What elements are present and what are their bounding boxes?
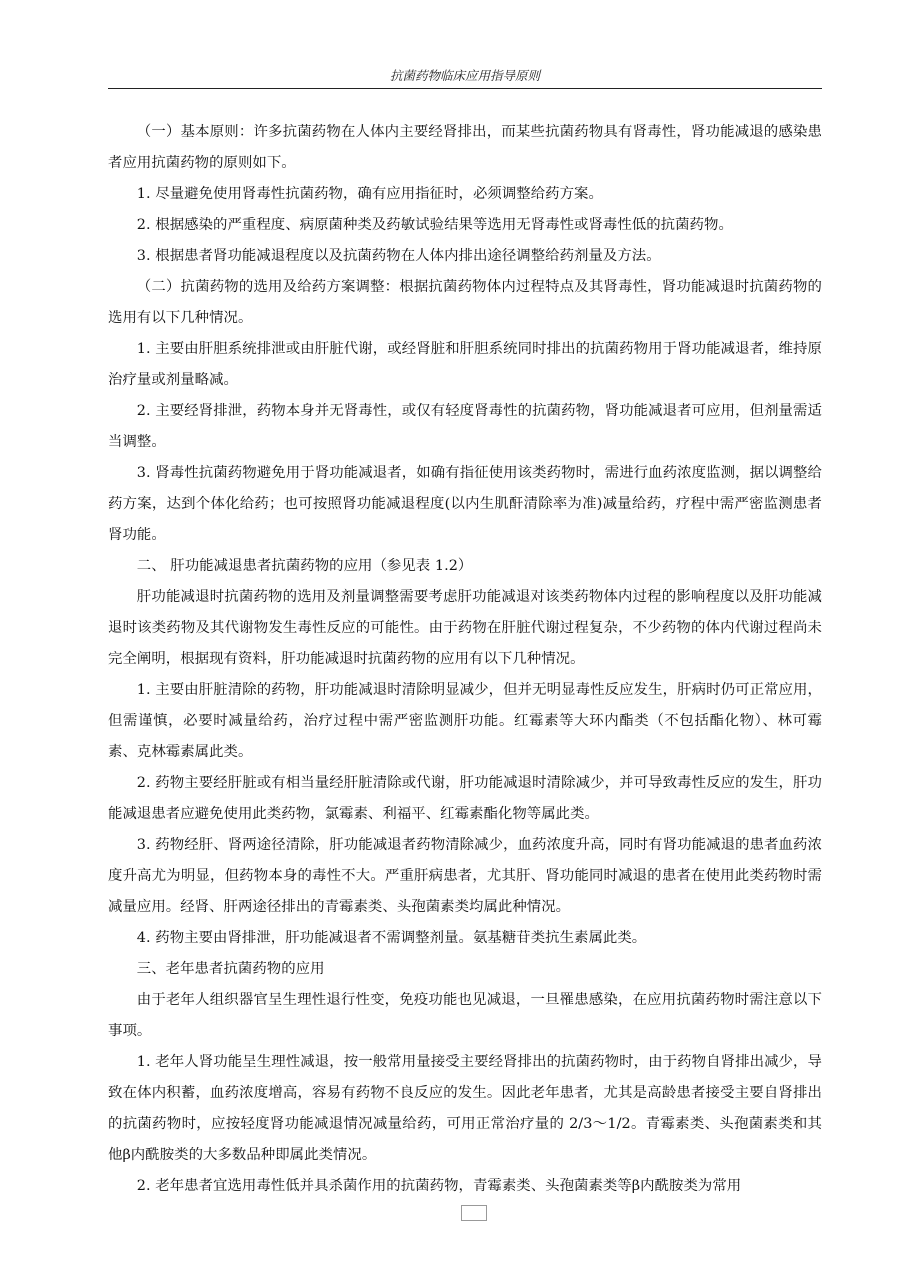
paragraph-elderly-item-2: 2. 老年患者宜选用毒性低并具杀菌作用的抗菌药物，青霉素类、头孢菌素类等β内酰胺类为常用 (136, 1178, 742, 1194)
section-heading-elderly: 三、老年患者抗菌药物的应用 (136, 961, 325, 977)
paragraph-elderly-item-1: 1. 老年人肾功能呈生理性减退，按一般常用量接受主要经肾排出的抗菌药物时，由于药物自肾排出减少，导致在体内积蓄，血药浓度增高，容易有药物不良反应的发生。因此老年患者，尤其是高龄患者接受主要自肾排出的抗菌药物时，应按轻度肾功能减退情况减量给药，可用正常治疗量的 2/3～1/2。青霉素类、头孢菌素类和其他β内酰胺类的大多数品种即属此类情况。 (108, 1054, 822, 1163)
paragraph-liver-item-1: 1. 主要由肝脏清除的药物，肝功能减退时清除明显减少，但并无明显毒性反应发生，肝病时仍可正常应用，但需谨慎，必要时减量给药，治疗过程中需严密监测肝功能。红霉素等大环内酯类（不包括酯化物）、林可霉素、克林霉素属此类。 (108, 682, 822, 760)
paragraph-liver-item-2: 2. 药物主要经肝脏或有相当量经肝脏清除或代谢，肝功能减退时清除减少，并可导致毒性反应的发生，肝功能减退患者应避免使用此类药物，氯霉素、利福平、红霉素酯化物等属此类。 (108, 775, 822, 822)
paragraph-liver-item-4: 4. 药物主要由肾排泄，肝功能减退者不需调整剂量。氨基糖苷类抗生素属此类。 (136, 930, 647, 946)
paragraph-renal-item-1: 1. 尽量避免使用肾毒性抗菌药物，确有应用指征时，必须调整给药方案。 (136, 186, 603, 202)
paragraph-dosage-item-2: 2. 主要经肾排泄，药物本身并无肾毒性，或仅有轻度肾毒性的抗菌药物，肾功能减退者可应用，但剂量需适当调整。 (108, 403, 822, 450)
paragraph-basic-principle: （一）基本原则：许多抗菌药物在人体内主要经肾排出，而某些抗菌药物具有肾毒性，肾功能减退的感染患者应用抗菌药物的原则如下。 (108, 124, 822, 171)
paragraph-elderly-intro: 由于老年人组织器官呈生理性退行性变，免疫功能也见减退，一旦罹患感染，在应用抗菌药物时需注意以下事项。 (108, 992, 822, 1039)
paragraph-liver-intro: 肝功能减退时抗菌药物的选用及剂量调整需要考虑肝功能减退对该类药物体内过程的影响程度以及肝功能减退时该类药物及其代谢物发生毒性反应的可能性。由于药物在肝脏代谢过程复杂，不少药物的体内代谢过程尚未完全阐明，根据现有资料，肝功能减退时抗菌药物的应用有以下几种情况。 (108, 589, 822, 667)
paragraph-renal-item-2: 2. 根据感染的严重程度、病原菌种类及药敏试验结果等选用无肾毒性或肾毒性低的抗菌药物。 (136, 217, 733, 233)
paragraph-dosage-item-3: 3. 肾毒性抗菌药物避免用于肾功能减退者，如确有指征使用该类药物时，需进行血药浓度监测，据以调整给药方案，达到个体化给药；也可按照肾功能减退程度(以内生肌酐清除率为准)减量给药，疗程中需严密监测患者肾功能。 (108, 465, 822, 543)
paragraph-dosage-adjustment: （二）抗菌药物的选用及给药方案调整：根据抗菌药物体内过程特点及其肾毒性，肾功能减退时抗菌药物的选用有以下几种情况。 (108, 279, 822, 326)
paragraph-dosage-item-1: 1. 主要由肝胆系统排泄或由肝脏代谢，或经肾脏和肝胆系统同时排出的抗菌药物用于肾功能减退者，维持原治疗量或剂量略减。 (108, 341, 822, 388)
running-header: 抗菌药物临床应用指导原则 (108, 66, 822, 89)
page-number-box (461, 1205, 487, 1221)
section-heading-liver: 二、 肝功能减退患者抗菌药物的应用（参见表 1.2） (136, 558, 473, 574)
paragraph-renal-item-3: 3. 根据患者肾功能减退程度以及抗菌药物在人体内排出途径调整给药剂量及方法。 (136, 248, 661, 264)
body-text (108, 117, 822, 1202)
paragraph-liver-item-3: 3. 药物经肝、肾两途径清除，肝功能减退者药物清除减少，血药浓度升高，同时有肾功能减退的患者血药浓度升高尤为明显，但药物本身的毒性不大。严重肝病患者，尤其肝、肾功能同时减退的患者在使用此类药物时需减量应用。经肾、肝两途径排出的青霉素类、头孢菌素类均属此种情况。 (108, 837, 822, 915)
